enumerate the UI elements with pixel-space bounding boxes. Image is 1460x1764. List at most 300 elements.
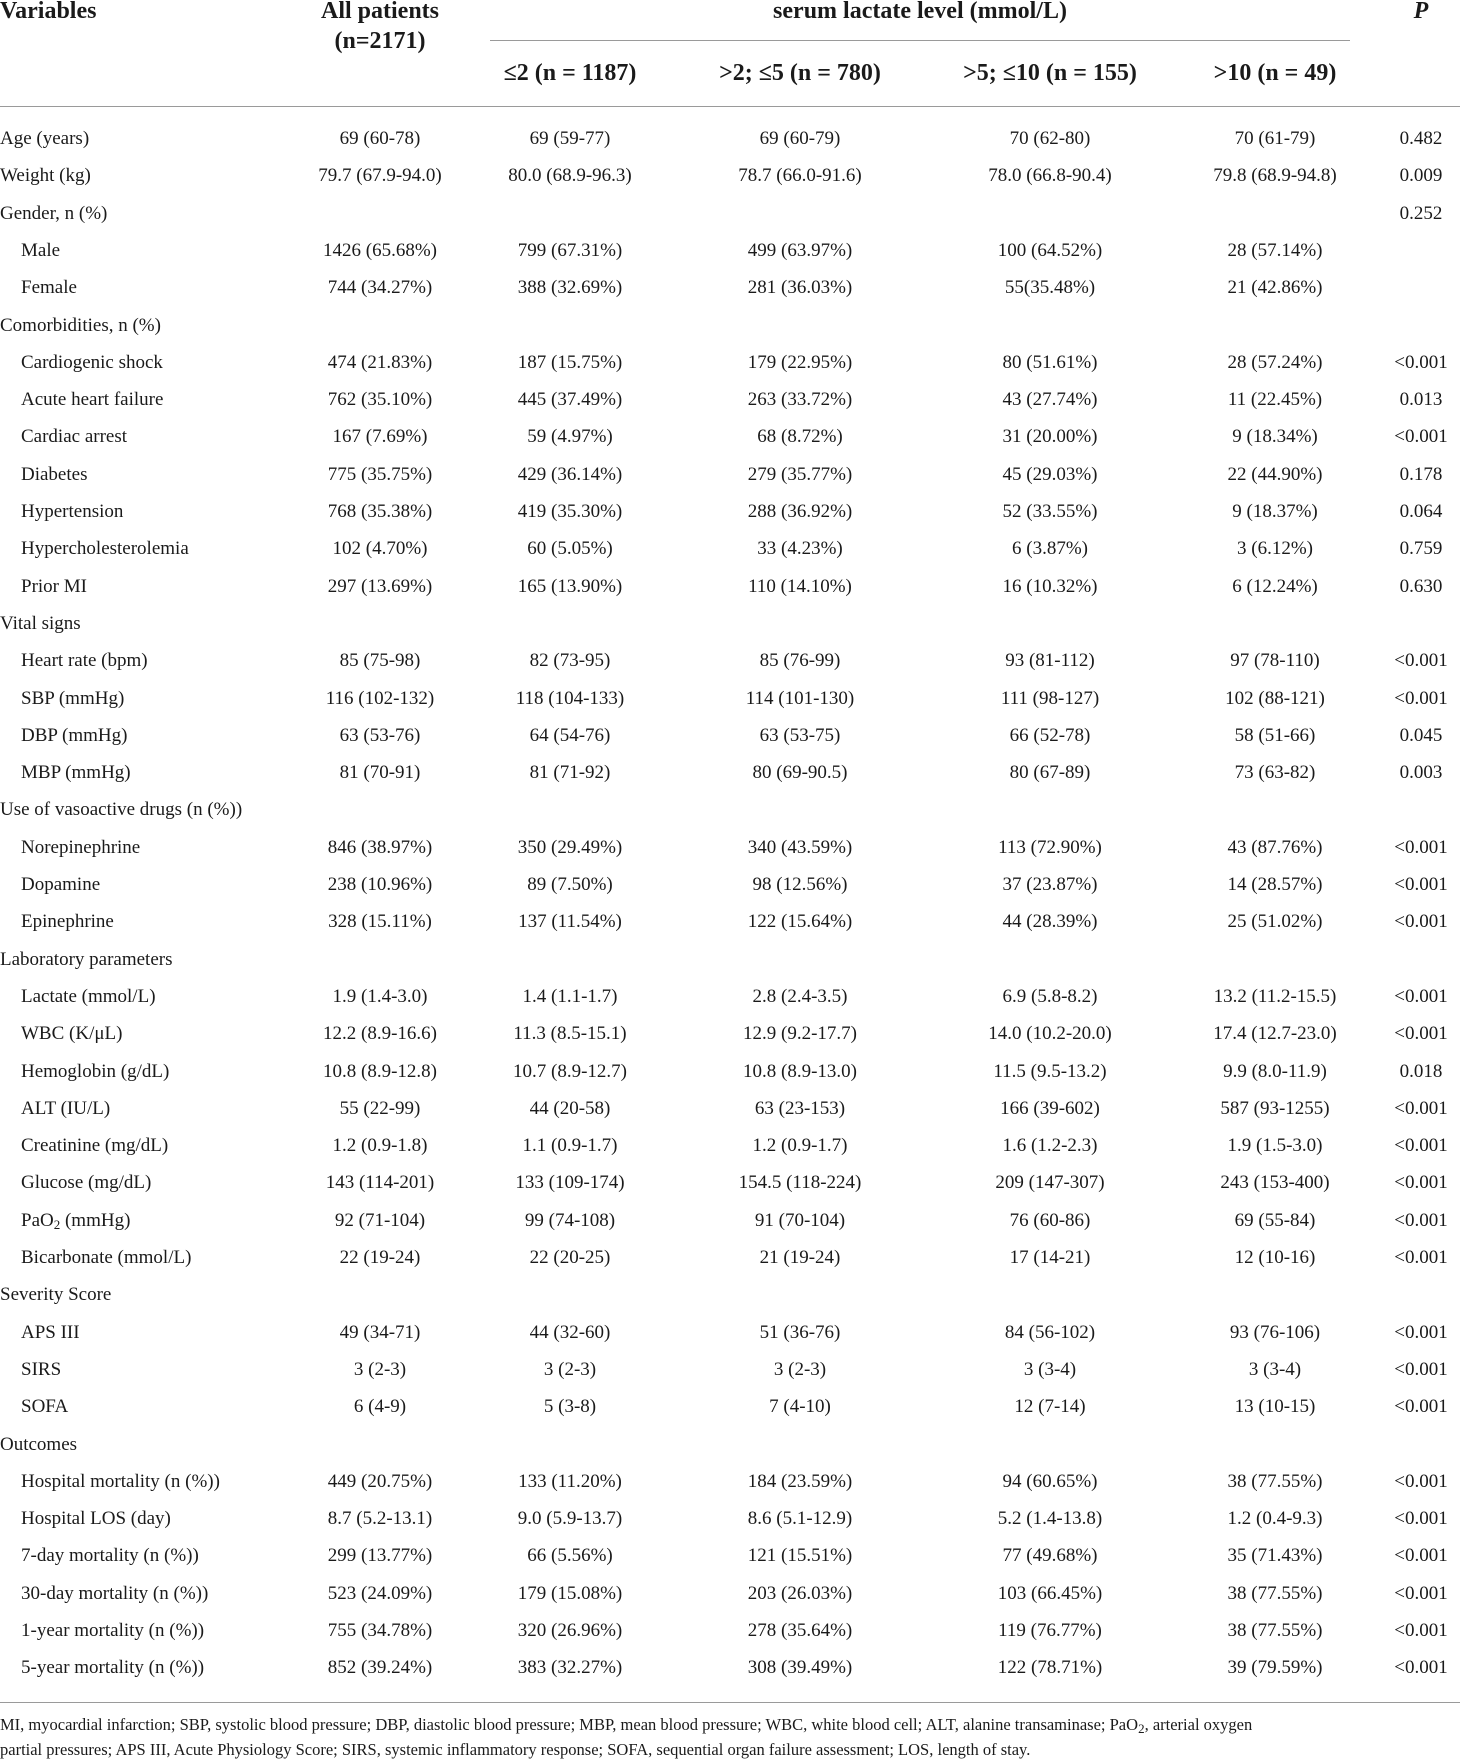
table-row bbox=[0, 269, 1460, 306]
table-row bbox=[0, 1500, 1460, 1537]
row-label bbox=[21, 866, 100, 903]
value-cell bbox=[470, 941, 670, 978]
value-cell: 22 (20-25) bbox=[529, 1247, 611, 1268]
value-cell: 523 (24.09%) bbox=[327, 1582, 433, 1604]
row-label-text: SIRS bbox=[21, 1358, 62, 1380]
value-cell: 93 (81-112) bbox=[1005, 650, 1095, 672]
p-value-cell: 0.003 bbox=[1399, 762, 1443, 784]
row-label bbox=[21, 1612, 204, 1649]
value-cell: 1.6 (1.2-2.3) bbox=[1002, 1135, 1098, 1157]
row-label-text: MBP (mmHg) bbox=[21, 762, 131, 784]
value-cell: 13.2 (11.2-15.5) bbox=[1213, 985, 1337, 1007]
value-cell: 13 (10-15) bbox=[1234, 1396, 1316, 1418]
value-cell: 7 (4-10) bbox=[769, 1396, 831, 1418]
value-cell: 297 (13.69%) bbox=[327, 575, 433, 597]
row-label-text: Cardiogenic shock bbox=[21, 351, 163, 373]
header-rule bbox=[0, 106, 1460, 107]
table-row bbox=[0, 1164, 1460, 1201]
table-row bbox=[0, 120, 1460, 157]
value-cell: 9.0 (5.9-13.7) bbox=[517, 1508, 623, 1530]
table-row bbox=[0, 791, 1460, 828]
value-cell: 328 (15.11%) bbox=[328, 911, 432, 933]
value-cell: 133 (109-174) bbox=[515, 1172, 625, 1194]
row-label bbox=[21, 269, 77, 306]
row-label bbox=[21, 530, 189, 567]
table-row bbox=[0, 1612, 1460, 1649]
header-all-patients: All patients bbox=[320, 0, 439, 24]
value-cell: 9 (18.34%) bbox=[1232, 426, 1318, 448]
value-cell bbox=[695, 1276, 905, 1313]
value-cell: 6.9 (5.8-8.2) bbox=[1002, 985, 1098, 1007]
p-value-cell: <0.001 bbox=[1394, 1582, 1448, 1604]
row-label-text: Outcomes bbox=[0, 1433, 78, 1455]
row-label-text: Creatinine (mg/dL) bbox=[21, 1135, 169, 1157]
table-row bbox=[0, 568, 1460, 605]
value-cell: 58 (51-66) bbox=[1234, 724, 1316, 746]
row-label-text: Heart rate (bpm) bbox=[21, 650, 148, 672]
value-cell: 429 (36.14%) bbox=[517, 463, 623, 485]
header-all-patients-n: (n=2171) bbox=[334, 28, 426, 54]
p-value-cell: <0.001 bbox=[1394, 836, 1448, 858]
value-cell: 55 (22-99) bbox=[339, 1097, 421, 1119]
value-cell: 63 (53-75) bbox=[759, 724, 841, 746]
value-cell: 10.8 (8.9-13.0) bbox=[743, 1060, 857, 1082]
value-cell: 1.2 (0.9-1.7) bbox=[752, 1135, 848, 1157]
header-group: >5; ≤10 (n = 155) bbox=[963, 60, 1137, 86]
value-cell: 110 (14.10%) bbox=[748, 575, 852, 597]
value-cell: 44 (20-58) bbox=[529, 1097, 611, 1119]
value-cell: 22 (44.90%) bbox=[1227, 463, 1323, 485]
row-label-text: DBP (mmHg) bbox=[21, 724, 128, 746]
value-cell: 1.4 (1.1-1.7) bbox=[522, 985, 618, 1007]
value-cell bbox=[1175, 941, 1375, 978]
p-value-cell: <0.001 bbox=[1394, 426, 1448, 448]
table-row bbox=[0, 456, 1460, 493]
value-cell: 122 (78.71%) bbox=[997, 1657, 1103, 1679]
p-value-cell: 0.045 bbox=[1399, 724, 1443, 746]
value-cell: 1.9 (1.5-3.0) bbox=[1227, 1135, 1323, 1157]
table-row bbox=[0, 829, 1460, 866]
row-label bbox=[21, 1127, 168, 1164]
value-cell bbox=[695, 195, 905, 232]
value-cell: 2.8 (2.4-3.5) bbox=[752, 985, 848, 1007]
value-cell: 1426 (65.68%) bbox=[323, 239, 437, 261]
row-label bbox=[21, 456, 87, 493]
p-value-cell: <0.001 bbox=[1394, 1172, 1448, 1194]
row-label bbox=[0, 1426, 77, 1463]
value-cell: 3 (3-4) bbox=[1248, 1358, 1302, 1380]
value-cell bbox=[470, 307, 670, 344]
value-cell: 69 (59-77) bbox=[529, 128, 611, 149]
value-cell: 94 (60.65%) bbox=[1002, 1470, 1098, 1492]
value-cell: 587 (93-1255) bbox=[1220, 1097, 1330, 1119]
value-cell: 49 (34-71) bbox=[339, 1321, 421, 1343]
p-value-cell: 0.252 bbox=[1399, 202, 1443, 224]
value-cell: 3 (6.12%) bbox=[1237, 538, 1313, 560]
value-cell bbox=[470, 791, 670, 828]
value-cell: 63 (23-153) bbox=[754, 1097, 846, 1119]
p-value-cell: 0.759 bbox=[1399, 538, 1443, 560]
header-subrule bbox=[490, 40, 1350, 41]
p-value-cell: <0.001 bbox=[1394, 687, 1448, 709]
row-label-subscript: 2 bbox=[53, 1216, 61, 1232]
row-label-text: Prior MI bbox=[21, 575, 87, 597]
value-cell: 122 (15.64%) bbox=[747, 911, 853, 933]
value-cell: 28 (57.24%) bbox=[1227, 351, 1323, 373]
footnote-subscript: 2 bbox=[1138, 1721, 1145, 1736]
value-cell: 5 (3-8) bbox=[543, 1396, 597, 1418]
table-row bbox=[0, 941, 1460, 978]
value-cell bbox=[695, 1426, 905, 1463]
p-value-cell bbox=[1382, 791, 1460, 828]
value-cell: 179 (22.95%) bbox=[747, 351, 853, 373]
table-row bbox=[0, 418, 1460, 455]
value-cell: 80 (51.61%) bbox=[1002, 351, 1098, 373]
value-cell: 8.6 (5.1-12.9) bbox=[747, 1508, 853, 1530]
value-cell: 11.5 (9.5-13.2) bbox=[993, 1060, 1107, 1082]
row-label bbox=[21, 232, 60, 269]
row-label-text: SOFA bbox=[21, 1396, 69, 1418]
p-value-cell: 0.064 bbox=[1399, 501, 1443, 522]
row-label bbox=[21, 754, 131, 791]
table-row bbox=[0, 1426, 1460, 1463]
value-cell: 76 (60-86) bbox=[1009, 1209, 1091, 1231]
value-cell: 33 (4.23%) bbox=[757, 538, 843, 560]
value-cell bbox=[470, 1426, 670, 1463]
row-label-text: PaO bbox=[21, 1209, 54, 1231]
bottom-rule bbox=[0, 1702, 1460, 1703]
table-row bbox=[0, 232, 1460, 269]
table-row bbox=[0, 157, 1460, 194]
p-value-cell bbox=[1382, 1426, 1460, 1463]
table-row bbox=[0, 978, 1460, 1015]
value-cell: 59 (4.97%) bbox=[527, 426, 613, 448]
value-cell: 10.7 (8.9-12.7) bbox=[513, 1060, 627, 1082]
value-cell: 91 (70-104) bbox=[754, 1209, 846, 1231]
value-cell: 68 (8.72%) bbox=[757, 426, 843, 448]
value-cell: 3 (2-3) bbox=[543, 1358, 597, 1380]
row-label-text: Dopamine bbox=[21, 874, 101, 895]
value-cell bbox=[1175, 195, 1375, 232]
row-label bbox=[0, 941, 173, 978]
p-value-cell: <0.001 bbox=[1394, 1657, 1448, 1679]
p-value-cell bbox=[1382, 232, 1460, 269]
value-cell: 383 (32.27%) bbox=[517, 1657, 623, 1679]
row-label bbox=[21, 1239, 191, 1276]
value-cell bbox=[945, 941, 1155, 978]
value-cell: 80 (69-90.5) bbox=[752, 762, 848, 784]
value-cell bbox=[470, 605, 670, 642]
row-label-text: Lactate (mmol/L) bbox=[21, 985, 156, 1007]
value-cell: 762 (35.10%) bbox=[327, 389, 433, 411]
value-cell: 449 (20.75%) bbox=[327, 1470, 433, 1492]
row-label-text: Cardiac arrest bbox=[21, 426, 128, 448]
row-label-text: 30-day mortality (n (%)) bbox=[21, 1582, 209, 1604]
header-variables: Variables bbox=[0, 0, 97, 24]
row-label bbox=[21, 829, 140, 866]
row-label bbox=[21, 1164, 151, 1201]
table-row bbox=[0, 1202, 1460, 1239]
table-row bbox=[0, 1015, 1460, 1052]
value-cell: 118 (104-133) bbox=[515, 687, 625, 709]
value-cell: 133 (11.20%) bbox=[518, 1470, 622, 1492]
row-label bbox=[21, 903, 114, 940]
value-cell: 499 (63.97%) bbox=[747, 239, 853, 261]
p-value-cell bbox=[1382, 605, 1460, 642]
row-label-text: Bicarbonate (mmol/L) bbox=[21, 1247, 192, 1268]
value-cell: 167 (7.69%) bbox=[332, 426, 428, 448]
value-cell: 143 (114-201) bbox=[325, 1172, 435, 1194]
row-label-text: ALT (IU/L) bbox=[21, 1097, 111, 1119]
row-label-text: 5-year mortality (n (%)) bbox=[21, 1657, 205, 1679]
value-cell: 82 (73-95) bbox=[529, 650, 611, 672]
row-label bbox=[21, 680, 124, 717]
value-cell: 102 (88-121) bbox=[1225, 687, 1325, 709]
value-cell: 1.2 (0.9-1.8) bbox=[332, 1135, 428, 1157]
p-value-cell: 0.630 bbox=[1399, 575, 1443, 597]
value-cell: 179 (15.08%) bbox=[517, 1582, 623, 1604]
p-value-cell: <0.001 bbox=[1394, 351, 1448, 373]
row-label bbox=[21, 493, 123, 530]
row-label-text: Severity Score bbox=[0, 1284, 112, 1306]
value-cell: 755 (34.78%) bbox=[327, 1620, 433, 1641]
p-value-cell: <0.001 bbox=[1394, 1321, 1448, 1343]
table-row bbox=[0, 1276, 1460, 1313]
row-label-text: Comorbidities, n (%) bbox=[0, 314, 161, 336]
p-value-cell bbox=[1382, 1276, 1460, 1313]
value-cell: 97 (78-110) bbox=[1230, 650, 1320, 672]
value-cell: 66 (5.56%) bbox=[527, 1545, 613, 1567]
table-row bbox=[0, 642, 1460, 679]
row-label-text: Hypercholesterolemia bbox=[21, 538, 189, 560]
table-row bbox=[0, 1239, 1460, 1276]
footnote-line-2: partial pressures; APS III, Acute Physiology Score; SIRS, systemic inflammatory response; SOFA, sequential organ failure assessment; LOS, length of stay. bbox=[0, 1740, 1031, 1759]
row-label bbox=[21, 717, 127, 754]
p-value-cell: <0.001 bbox=[1394, 1620, 1448, 1641]
value-cell: 103 (66.45%) bbox=[997, 1582, 1103, 1604]
value-cell bbox=[695, 307, 905, 344]
value-cell bbox=[1175, 307, 1375, 344]
value-cell: 419 (35.30%) bbox=[517, 501, 623, 522]
p-value-cell bbox=[1382, 269, 1460, 306]
row-label bbox=[0, 157, 91, 194]
value-cell: 3 (2-3) bbox=[353, 1358, 407, 1380]
value-cell: 45 (29.03%) bbox=[1002, 463, 1098, 485]
row-label bbox=[21, 1053, 169, 1090]
value-cell bbox=[945, 1276, 1155, 1313]
value-cell: 12 (10-16) bbox=[1234, 1247, 1316, 1268]
table-row bbox=[0, 717, 1460, 754]
value-cell: 744 (34.27%) bbox=[327, 277, 433, 299]
value-cell: 3 (2-3) bbox=[773, 1358, 827, 1380]
p-value-cell: <0.001 bbox=[1394, 1358, 1448, 1380]
value-cell: 187 (15.75%) bbox=[517, 351, 623, 373]
footnote-text: , arterial oxygen bbox=[1144, 1715, 1253, 1734]
value-cell bbox=[695, 605, 905, 642]
value-cell: 288 (36.92%) bbox=[747, 501, 853, 522]
row-label bbox=[0, 195, 107, 232]
value-cell: 66 (52-78) bbox=[1009, 724, 1091, 746]
value-cell bbox=[945, 605, 1155, 642]
value-cell: 114 (101-130) bbox=[745, 687, 855, 709]
row-label-text: WBC (K/μL) bbox=[21, 1023, 123, 1045]
table-row bbox=[0, 344, 1460, 381]
table-row bbox=[0, 1053, 1460, 1090]
value-cell: 17.4 (12.7-23.0) bbox=[1213, 1023, 1337, 1045]
row-label bbox=[21, 1015, 122, 1052]
value-cell: 299 (13.77%) bbox=[327, 1545, 433, 1567]
table-row bbox=[0, 381, 1460, 418]
p-value-cell: <0.001 bbox=[1394, 1545, 1448, 1567]
value-cell: 11 (22.45%) bbox=[1227, 389, 1323, 411]
table-row bbox=[0, 1314, 1460, 1351]
value-cell: 70 (62-80) bbox=[1009, 128, 1091, 149]
value-cell: 81 (71-92) bbox=[529, 762, 611, 784]
row-label-text: Laboratory parameters bbox=[0, 948, 173, 970]
row-label bbox=[21, 642, 148, 679]
value-cell: 388 (32.69%) bbox=[517, 277, 623, 299]
row-label-text: Epinephrine bbox=[21, 911, 114, 933]
value-cell: 3 (3-4) bbox=[1023, 1358, 1077, 1380]
value-cell: 166 (39-602) bbox=[1000, 1097, 1100, 1119]
row-label bbox=[21, 1388, 68, 1425]
p-value-cell: 0.013 bbox=[1399, 389, 1443, 411]
table-row bbox=[0, 866, 1460, 903]
value-cell: 35 (71.43%) bbox=[1227, 1545, 1323, 1567]
value-cell: 73 (63-82) bbox=[1234, 762, 1316, 784]
value-cell: 38 (77.55%) bbox=[1227, 1470, 1323, 1492]
value-cell: 81 (70-91) bbox=[339, 762, 421, 784]
p-value-cell bbox=[1382, 307, 1460, 344]
p-value-cell: 0.178 bbox=[1399, 463, 1443, 485]
value-cell: 98 (12.56%) bbox=[752, 874, 848, 895]
row-label bbox=[21, 1649, 204, 1686]
value-cell: 9 (18.37%) bbox=[1232, 501, 1318, 522]
value-cell: 43 (27.74%) bbox=[1002, 389, 1098, 411]
row-label-text: Vital signs bbox=[0, 612, 81, 634]
header-group-title: serum lactate level (mmol/L) bbox=[773, 0, 1067, 24]
value-cell: 92 (71-104) bbox=[334, 1209, 426, 1231]
row-label bbox=[0, 791, 242, 828]
value-cell: 278 (35.64%) bbox=[747, 1620, 853, 1641]
row-label bbox=[21, 1575, 208, 1612]
row-label bbox=[21, 1351, 61, 1388]
value-cell: 119 (76.77%) bbox=[998, 1620, 1102, 1641]
value-cell: 12.2 (8.9-16.6) bbox=[323, 1023, 437, 1045]
value-cell: 78.7 (66.0-91.6) bbox=[738, 165, 862, 187]
value-cell bbox=[470, 195, 670, 232]
value-cell: 21 (19-24) bbox=[759, 1247, 841, 1268]
table-row bbox=[0, 493, 1460, 530]
row-label bbox=[21, 1314, 80, 1351]
value-cell bbox=[695, 941, 905, 978]
value-cell bbox=[1175, 791, 1375, 828]
value-cell: 209 (147-307) bbox=[995, 1172, 1105, 1194]
value-cell: 43 (87.76%) bbox=[1227, 836, 1323, 858]
footnote bbox=[0, 1712, 1460, 1762]
p-value-cell: <0.001 bbox=[1394, 985, 1448, 1007]
value-cell: 79.8 (68.9-94.8) bbox=[1213, 165, 1337, 187]
value-cell: 37 (23.87%) bbox=[1002, 874, 1098, 895]
value-cell: 350 (29.49%) bbox=[517, 836, 623, 858]
value-cell: 85 (75-98) bbox=[339, 650, 421, 672]
value-cell: 77 (49.68%) bbox=[1002, 1545, 1098, 1567]
table-row bbox=[0, 1575, 1460, 1612]
value-cell: 474 (21.83%) bbox=[327, 351, 433, 373]
value-cell: 137 (11.54%) bbox=[518, 911, 622, 933]
value-cell: 11.3 (8.5-15.1) bbox=[513, 1023, 627, 1045]
row-label-text: Hospital LOS (day) bbox=[21, 1508, 171, 1530]
value-cell bbox=[1175, 605, 1375, 642]
value-cell: 768 (35.38%) bbox=[327, 501, 433, 522]
p-value-cell: <0.001 bbox=[1394, 911, 1448, 933]
p-value-cell bbox=[1382, 941, 1460, 978]
row-label bbox=[21, 1090, 110, 1127]
row-label-text: Hypertension bbox=[21, 501, 124, 522]
value-cell: 80.0 (68.9-96.3) bbox=[508, 165, 632, 187]
header-group: >10 (n = 49) bbox=[1213, 60, 1337, 86]
value-cell: 445 (37.49%) bbox=[517, 389, 623, 411]
table-row bbox=[0, 903, 1460, 940]
row-label bbox=[21, 381, 163, 418]
value-cell: 10.8 (8.9-12.8) bbox=[323, 1060, 437, 1082]
p-value-cell: <0.001 bbox=[1394, 1470, 1448, 1492]
value-cell bbox=[1175, 1426, 1375, 1463]
value-cell: 52 (33.55%) bbox=[1002, 501, 1098, 522]
value-cell: 69 (60-79) bbox=[759, 128, 841, 149]
p-value-cell: <0.001 bbox=[1394, 1209, 1448, 1231]
p-value-cell: <0.001 bbox=[1394, 1023, 1448, 1045]
value-cell: 99 (74-108) bbox=[524, 1209, 616, 1231]
value-cell: 320 (26.96%) bbox=[517, 1620, 623, 1641]
header-p: P bbox=[1413, 0, 1429, 24]
value-cell: 12 (7-14) bbox=[1014, 1396, 1086, 1418]
row-label-text: Male bbox=[21, 239, 61, 261]
table-row bbox=[0, 1388, 1460, 1425]
row-label-text: Use of vasoactive drugs (n (%)) bbox=[0, 799, 243, 821]
value-cell: 799 (67.31%) bbox=[517, 239, 623, 261]
value-cell: 6 (12.24%) bbox=[1232, 575, 1318, 597]
value-cell: 84 (56-102) bbox=[1004, 1321, 1096, 1343]
value-cell: 846 (38.97%) bbox=[327, 836, 433, 858]
row-label bbox=[21, 344, 163, 381]
row-label-text: Hemoglobin (g/dL) bbox=[21, 1060, 170, 1082]
value-cell: 14.0 (10.2-20.0) bbox=[988, 1023, 1112, 1045]
value-cell: 111 (98-127) bbox=[1000, 687, 1100, 709]
value-cell: 340 (43.59%) bbox=[747, 836, 853, 858]
value-cell: 238 (10.96%) bbox=[327, 874, 433, 895]
value-cell: 116 (102-132) bbox=[325, 687, 435, 709]
value-cell: 8.7 (5.2-13.1) bbox=[327, 1508, 433, 1530]
value-cell: 69 (55-84) bbox=[1234, 1209, 1316, 1231]
table-row bbox=[0, 307, 1460, 344]
header-group: >2; ≤5 (n = 780) bbox=[719, 60, 881, 86]
footnote-line-1 bbox=[0, 1712, 1460, 1737]
row-label-text: 7-day mortality (n (%)) bbox=[21, 1545, 199, 1567]
table-row bbox=[0, 1090, 1460, 1127]
value-cell: 154.5 (118-224) bbox=[738, 1172, 862, 1194]
row-label bbox=[21, 418, 127, 455]
row-label bbox=[21, 1202, 130, 1239]
row-label-text: Female bbox=[21, 277, 77, 299]
value-cell: 852 (39.24%) bbox=[327, 1657, 433, 1679]
value-cell: 28 (57.14%) bbox=[1227, 239, 1323, 261]
value-cell: 22 (19-24) bbox=[339, 1247, 421, 1268]
table-row bbox=[0, 1127, 1460, 1164]
table-row bbox=[0, 1537, 1460, 1574]
row-label-text: Diabetes bbox=[21, 463, 88, 485]
value-cell: 78.0 (66.8-90.4) bbox=[988, 165, 1112, 187]
